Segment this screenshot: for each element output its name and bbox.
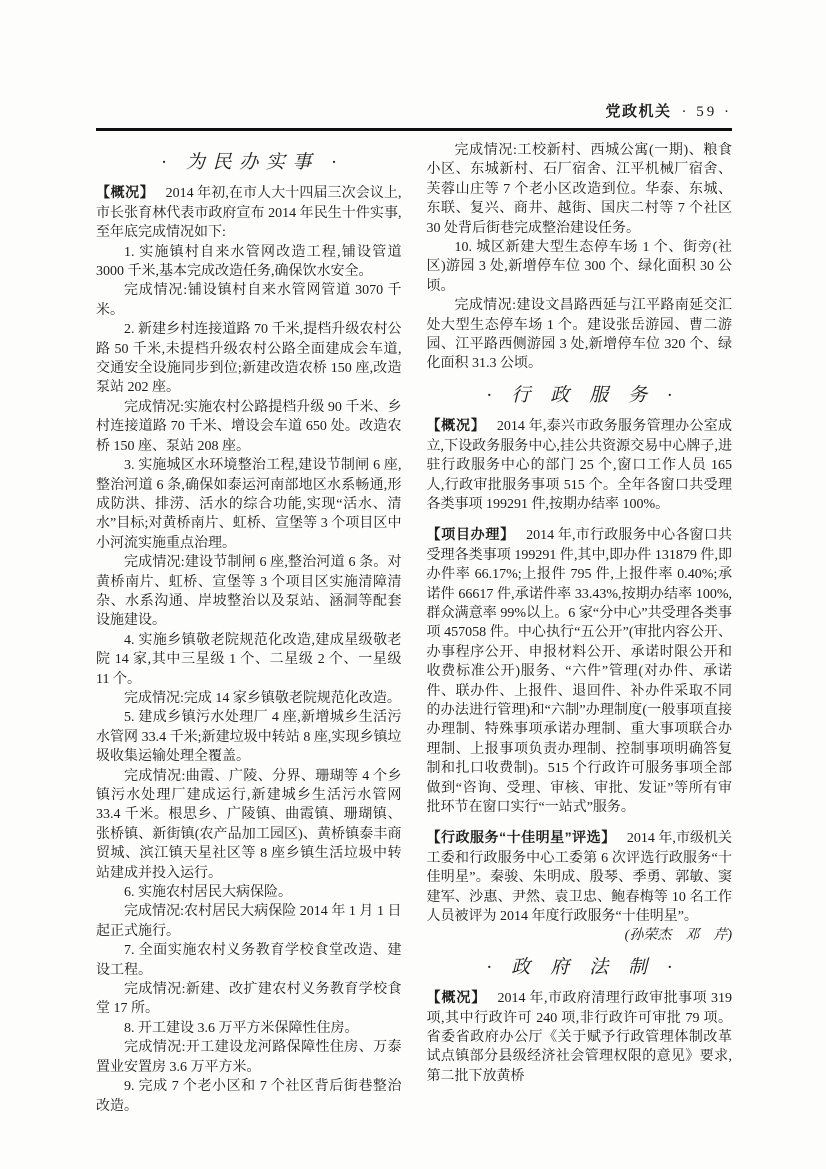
task-8: 8. 开工建设 3.6 万平方米保障性住房。	[124, 1020, 359, 1036]
overview-admin-service: 【概况】 2014 年,泰兴市政务服务管理办公室成立,下设政务服务中心,挂公共资源交易中心牌子,进驻行政服务中心的部门 25 个,窗口工作人员 165 人,行政审批服务事项 515 个。全年各窗口共受理各类事项 199291 件,按期办结率 100%。	[426, 417, 733, 512]
task-7: 7. 全面实施农村义务教育学校食堂改造、建设工程。	[96, 943, 402, 978]
task-5: 5. 建成乡镇污水处理厂 4 座,新增城乡生活污水管网 33.4 千米;新建垃圾中转站 8 座,实现乡镇垃圾收集运输处理全覆盖。	[96, 710, 402, 765]
task-1: 1. 实施镇村自来水管网改造工程,铺设管道 3000 千米,基本完成改造任务,确保饮水安全。	[96, 244, 402, 280]
task-2: 2. 新建乡村连接道路 70 千米,提档升级农村公路 50 千米,未提档升级农村公路全面建成会车道,交通安全设施同步到位;新建改造农桥 150 座,改造泵站 202 座。	[96, 322, 402, 396]
section-title-people-deeds: · 为民办实事 ·	[161, 152, 344, 173]
task-9: 9. 完成 7 个老小区和 7 个社区背后街巷整治改造。	[96, 1079, 402, 1114]
task-6: 6. 实施农村居民大病保险。	[124, 885, 292, 901]
section-title-govt-legal: · 政 府 法 制 ·	[486, 956, 680, 978]
task-4-result: 完成情况:完成 14 家乡镇敬老院规范化改造。	[124, 690, 401, 706]
right-column	[427, 141, 733, 1116]
task-5-result: 完成情况:曲霞、广陵、分界、珊瑚等 4 个乡镇污水处理厂建成运行,新建城乡生活污水管网 33.4 千米。根思乡、广陵镇、曲霞镇、珊瑚镇、张桥镇、新街镇(农产品加工园区)、黄桥镇泰丰商贸城、滨江镇天星社区等 8 座乡镇生活垃圾中转站建成并投入运行。	[96, 768, 402, 881]
header-page-number: · 59 ·	[681, 104, 732, 120]
task-3: 3. 实施城区水环境整治工程,建设节制闸 6 座,整治河道 6 条,确保如泰运河南部地区水系畅通,形成防洪、排涝、活水的综合功能,实现“活水、清水”目标;对黄桥南片、虹桥、宣堡等 3 个项目区中小河流实施重点治理。	[96, 458, 402, 551]
entry-project-handling: 【项目办理】 2014 年,市行政服务中心各窗口共受理各类事项 199291 件,其中,即办件 131879 件,即办件率 66.17%;上报件 795 件,上报件率 0.40%;承诺件 66617 件,承诺件率 33.43%,按期办结率 100%,群众满意率 99%以上。6 家“分中心”共受理各类事项 457058 件。中心执行“五公开”(审批内容公开、办事程序公开、申报材料公开、承诺时限公开和收费标准公开)服务、“六件”管理(对办件、承诺件、联办件、上报件、退回件、补办件采取不同的办法进行管理)和“六制”办理制度(一般事项直接办理制、特殊事项承诺办理制、重大事项联合办理制、上报事项负责办理制、控制事项明确答复制和扎口收费制)。515 个行政许可服务事项全部做到“咨询、受理、审核、审批、发证”等所有审批环节在窗口实行“一站式”服务。	[426, 526, 733, 815]
task-2-result: 完成情况:实施农村公路提档升级 90 千米、乡村连接道路 70 千米、增设会车道 650 处。改造农桥 150 座、泵站 208 座。	[96, 399, 402, 454]
entry-label: 【概况】	[96, 184, 155, 201]
entry-label: 【行政服务“十佳明星”评选】	[426, 829, 616, 846]
task-1-result: 完成情况:铺设镇村自来水管网管道 3070 千米。	[96, 283, 402, 318]
task-10: 10. 城区新建大型生态停车场 1 个、街旁(社区)游园 3 处,新增停车位 300 个、绿化面积 30 公顷。	[426, 240, 732, 294]
left-column	[96, 141, 402, 1116]
task-7-result: 完成情况:新建、改扩建农村义务教育学校食堂 17 所。	[96, 982, 402, 1017]
entry-label: 【项目办理】	[426, 526, 515, 543]
section-title-admin-service: · 行 政 服 务 ·	[486, 384, 680, 406]
task-4: 4. 实施乡镇敬老院规范化改造,建成星级敬老院 14 家,其中三星级 1 个、二星级 2 个、一星级 11 个。	[96, 632, 402, 687]
task-9-result: 完成情况:工校新村、西城公寓(一期)、粮食小区、东城新村、石厂宿舍、江平机械厂宿舍、芙蓉山庄等 7 个老小区改造到位。华泰、东城、东联、复兴、商井、越街、国庆二村等 7 个社区 30 处背后街巷完成整治建设任务。	[426, 143, 732, 236]
task-3-result: 完成情况:建设节制闸 6 座,整治河道 6 条。对黄桥南片、虹桥、宣堡等 3 个项目区实施清障清杂、水系沟通、岸坡整治以及泵站、涵洞等配套设施建设。	[96, 555, 402, 629]
overview-people-deeds: 【概况】 2014 年初,在市人大十四届三次会议上,市长张育林代表市政府宣布 2014 年民生十件实事,至年底完成情况如下:	[96, 184, 402, 241]
overview-govt-legal: 【概况】 2014 年,市政府清理行政审批事项 319 项,其中行政许可 240 项,非行政许可审批 79 项。省委省政府办公厅《关于赋予行政管理体制改革试点镇部分县级经济社会管理权限的意见》要求,第二批下放黄桥	[426, 989, 733, 1084]
running-header	[96, 103, 732, 121]
byline-attribution: (孙荣杰 邓 芹)	[624, 928, 732, 944]
page-content	[96, 0, 732, 1116]
text-columns	[96, 141, 732, 1116]
task-10-result: 完成情况:建设文昌路西延与江平路南延交汇处大型生态停车场 1 个。建设张岳游园、曹二游园、江平路西侧游园 3 处,新增停车位 320 个、绿化面积 31.3 公顷。	[426, 298, 732, 372]
task-8-result: 完成情况:开工建设龙河路保障性住房、万泰置业安置房 3.6 万平方米。	[96, 1040, 402, 1075]
header-rule	[96, 128, 732, 131]
entry-label: 【概况】	[426, 417, 486, 434]
header-section-title: 党政机关	[605, 103, 672, 120]
task-6-result: 完成情况:农村居民大病保险 2014 年 1 月 1 日起正式施行。	[96, 904, 402, 939]
entry-ten-best-stars: 【行政服务“十佳明星”评选】 2014 年,市级机关工委和行政服务中心工委第 6 次评选行政服务“十佳明星”。秦骏、朱明成、殷琴、季勇、郭敏、窦建军、沙惠、尹然、袁卫忠、鲍春梅等 10 名工作人员被评为 2014 年度行政服务“十佳明星”。 (孙荣杰 邓 芹)	[427, 828, 733, 945]
entry-label: 【概况】	[426, 989, 487, 1006]
